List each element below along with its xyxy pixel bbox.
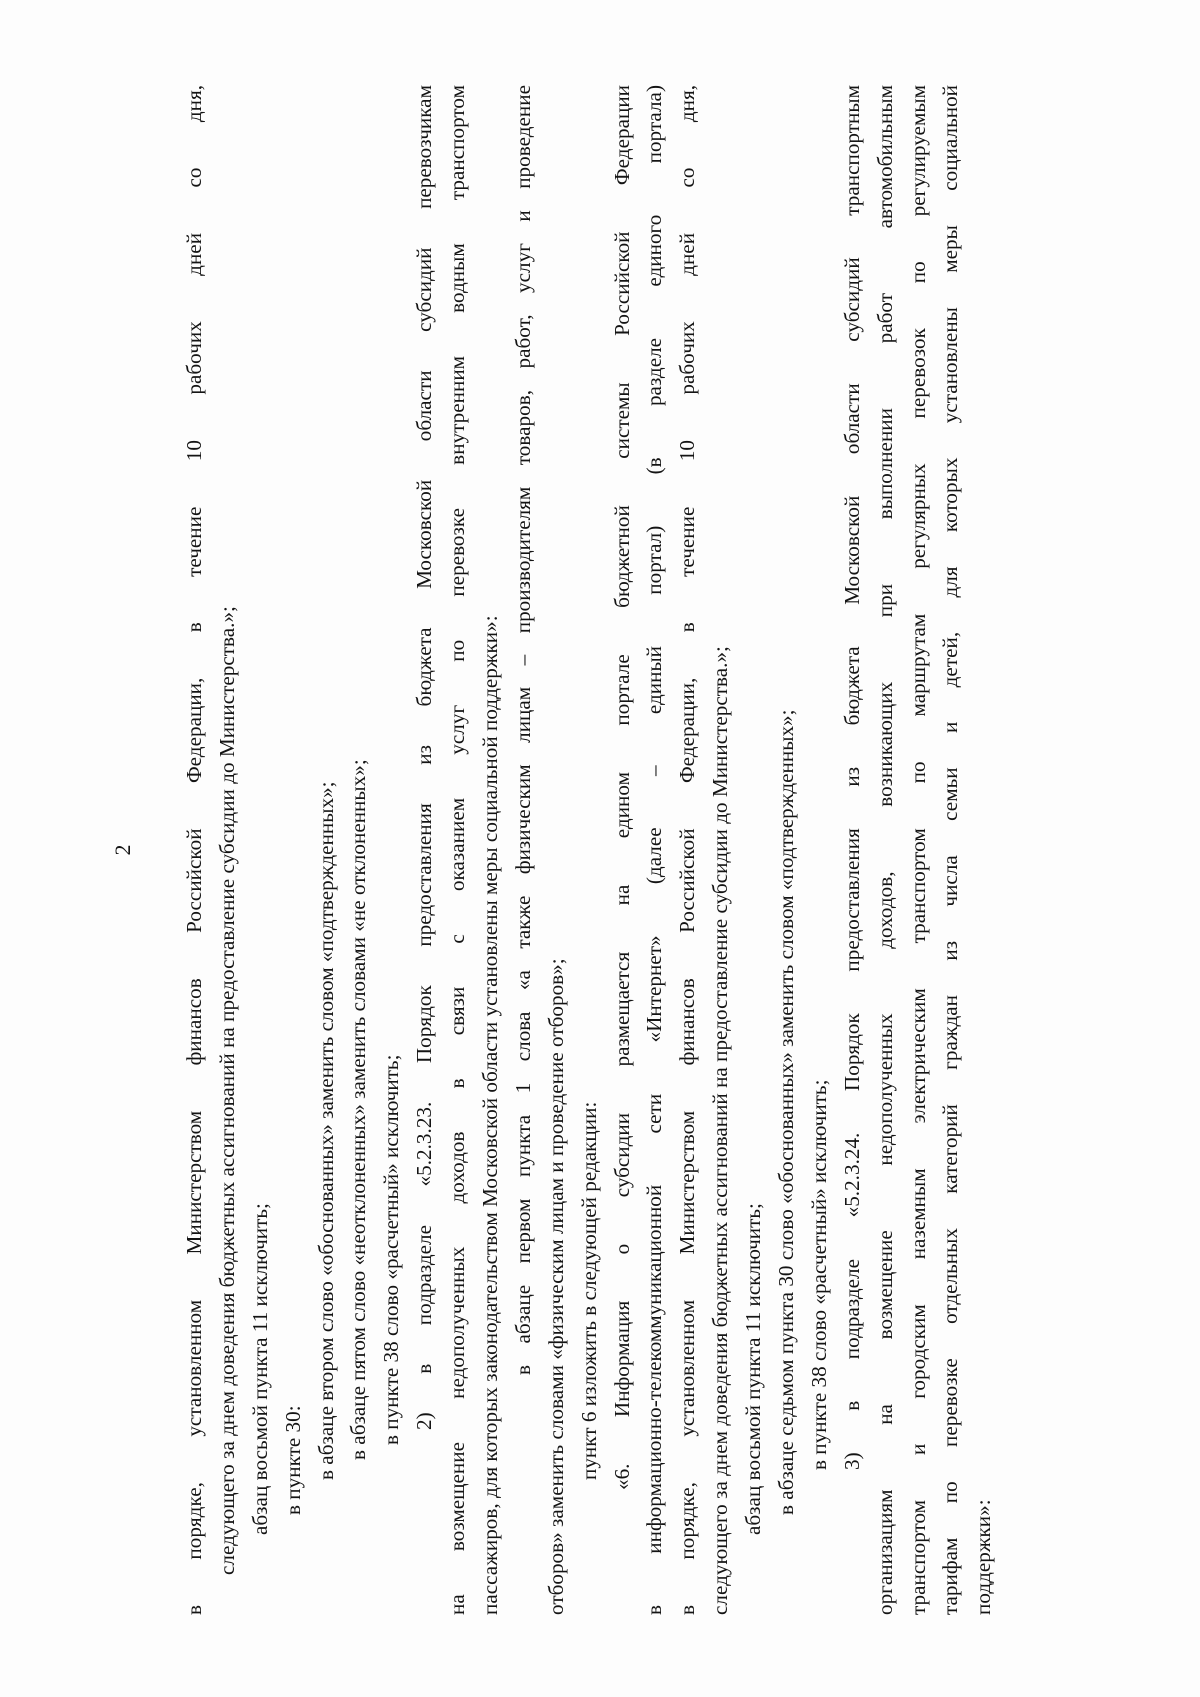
text-line: «6. Информация о субсидии размещается на едином портале бюджетной системы Российской Федерации (609, 85, 634, 1490)
text-line: пункт 6 изложить в следующей редакции: (576, 1101, 601, 1480)
text-line: 2) в подразделе «5.2.3.23. Порядок предоставления из бюджета Московской области субсидий перевозчикам (412, 85, 437, 1430)
text-line: абзац восьмой пункта 11 исключить; (741, 1203, 766, 1535)
text-line: в пункте 38 слово «расчетный» исключить; (806, 1079, 831, 1470)
text-line: на возмещение недополученных доходов в связи с оказанием услуг по перевозке внутренним водным транспортом (445, 85, 470, 1615)
text-line: следующего за днем доведения бюджетных ассигнований на предоставление субсидии до Министерства.»; (708, 646, 733, 1615)
text-line: поддержки»: (971, 1499, 996, 1615)
text-line: в пункте 38 слово «расчетный» исключить; (379, 1054, 404, 1445)
text-line: в пункте 30: (280, 1405, 305, 1515)
text-line: в информационно-телекоммуникационной сети «Интернет» (далее – единый портал) (в разделе единого портала) (642, 85, 667, 1615)
text-line: абзац восьмой пункта 11 исключить; (247, 1203, 272, 1535)
text-line: пассажиров, для которых законодательством Московской области установлены меры социальной поддержки»: (478, 615, 503, 1615)
document-body (178, 85, 1000, 1615)
text-line: организациям на возмещение недополученных доходов, возникающих при выполнении работ автомобильным (872, 85, 897, 1615)
text-line: в абзаце втором слово «обоснованных» заменить словом «подтвержденных»; (313, 781, 338, 1480)
text-line: в абзаце седьмом пункта 30 слово «обоснованных» заменить словом «подтвержденных»; (774, 709, 799, 1515)
text-line: транспортом и городским наземным электрическим транспортом по маршрутам регулярных перевозок по регулируемым (905, 85, 930, 1615)
text-line: тарифам по перевозке отдельных категорий граждан из числа семьи и детей, для которых установлены меры социальной (938, 85, 963, 1615)
text-line: в порядке, установленном Министерством финансов Российской Федерации, в течение 10 рабочих дней со дня, (182, 85, 206, 1615)
text-line: в абзаце пятом слово «неотклоненных» заменить словами «не отклоненных»; (346, 759, 371, 1460)
page-number: 2 (110, 844, 135, 856)
rotated-document-content (110, 85, 996, 1615)
text-line: следующего за днем доведения бюджетных ассигнований на предоставление субсидии до Министерства.»; (214, 606, 239, 1575)
text-line: отборов» заменить словами «физическим лицам и проведение отборов»; (543, 958, 568, 1615)
text-line: в порядке, установленном Министерством финансов Российской Федерации, в течение 10 рабочих дней со дня, (675, 85, 700, 1615)
text-line: в абзаце первом пункта 1 слова «а также физическим лицам – производителям товаров, работ, услуг и проведение (510, 85, 535, 1375)
text-line: 3) в подразделе «5.2.3.24. Порядок предоставления из бюджета Московской области субсидий транспортным (839, 85, 864, 1470)
